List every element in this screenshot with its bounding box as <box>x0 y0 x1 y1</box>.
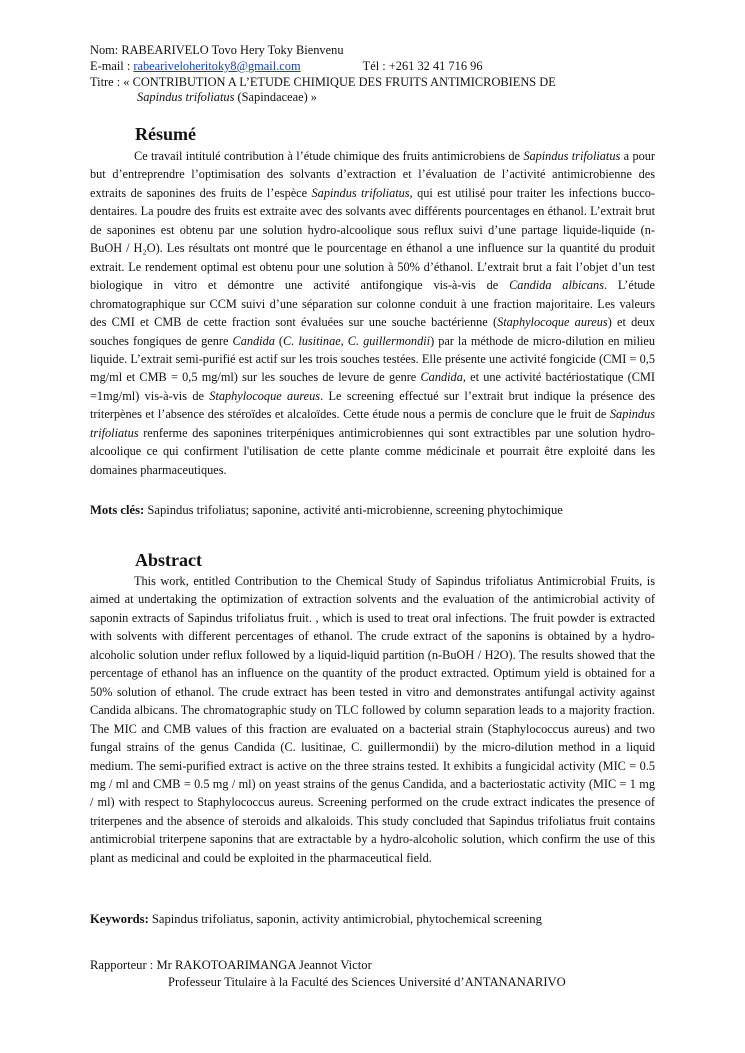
abstract-body: This work, entitled Contribution to the Chemical Study of Sapindus trifoliatus Antimicrobial Fruits, is aimed at undertaking the optimization of extraction solvents and the evaluation of the antimicrobial activity of saponin extracts of Sapindus trifoliatus fruit. , which is used to treat oral infections. The fruit powder is extracted with solvents with different percentages of ethanol. The crude extract of the saponins is obtained by a hydro-alcoholic solution under reflux followed by a liquid-liquid partition (n-BuOH / H2O). The results showed that the percentage of ethanol has an influence on the quantity of the product extracted. Optimum yield is obtained for a 50% solution of ethanol. The crude extract has been tested in vitro and demonstrates antifungal activity against Candida albicans. The chromatographic study on TLC followed by column separation leads to a majority fraction. The MIC and CMB values of this fraction are evaluated on a bacterial strain (Staphylococcus aureus) and two fungal strains of the genus Candida (C. lusitinae, C. guillermondii) by the micro-dilution method in a liquid medium. The semi-purified extract is active on the three strains tested. It exhibits a fungicidal activity (MIC = 0.5 mg / ml and CMB = 0.5 mg / ml) on yeast strains of the genus Candida, and a bacteriostatic activity (MIC = 1 mg / ml) with respect to Staphylococcus aureus. Screening performed on the crude extract indicates the presence of triterpenes and the absence of steroids and alkaloids. This study concluded that Sapindus trifoliatus fruit contains antimicrobial triterpene saponins that are extractable by a hydro-alcoholic solution, which confirm the use of this plant as medicinal and could be exploited in the pharmaceutical field. <box>90 574 655 865</box>
resume-text-run: ( <box>274 333 284 348</box>
resume-text-run: , qui est utilisé pour traiter les infections bucco-dentaires. La poudre des fruits est extraite avec des solvants avec différents pourcentages en éthanol. L’extrait brut de saponines est obtenu par une solution hydro-alcoolique sous reflux suivi d’une partage liquide-liquide (n-BuOH / H₂O). Les résultats ont montré que le pourcentage en éthanol a une influence sur la quantité du produit extrait. Le rendement optimal est obtenu pour une solution à 50% d’éthanol. L’extrait brut a fait l’objet d’un test biologique in vitro et démontre une activité antifongique vis-à-vis de <box>90 185 655 293</box>
thesis-title-species: Sapindus trifoliatus <box>137 90 235 105</box>
resume-text-run: Ce travail intitulé contribution à l’étude chimique des fruits antimicrobiens de <box>134 149 524 163</box>
abstract-keywords <box>90 912 542 927</box>
resume-text-run: renferme des saponines triterpéniques antimicrobiennes qui sont extractibles par une solution hydro-alcoolique ce qui confirment l'utilisation de cette plante comme médicinale et pourrait être exploité dans les domaines pharmaceutiques. <box>90 425 655 477</box>
abstract-keywords-text: Sapindus trifoliatus, saponin, activity antimicrobial, phytochemical screening <box>148 912 542 926</box>
resume-italic-term: Sapindus trifoliatus <box>90 407 655 440</box>
resume-italic-term: C. lusitinae, C. guillermondii <box>283 333 431 348</box>
resume-text-run: ) par la méthode de micro-dilution en milieu liquide. L’extrait semi-purifié est actif sur les trois souches testées. Elle présente une activité fongicide (CMI = 0,5 mg/ml et CMB = 0,5 mg/ml) sur les souches de levure de genre <box>90 333 656 385</box>
abstract-keywords-label: Keywords: <box>90 912 149 926</box>
thesis-title-line1: Titre : « CONTRIBUTION A L’ETUDE CHIMIQUE DES FRUITS ANTIMICROBIENS DE <box>90 74 556 89</box>
resume-heading: Résumé <box>135 124 196 144</box>
resume-text-run: a pour but d’entreprendre l’optimisation des solvants d’extraction et l’évaluation de l’activité antimicrobienne des extraits de saponines des fruits de l’espèce <box>90 149 655 200</box>
resume-italic-term: Sapindus trifoliatus <box>311 185 410 200</box>
rapporteur-block <box>90 957 566 991</box>
resume-text-run: ) et deux souches fongiques de genre <box>90 315 655 348</box>
resume-italic-term: Candida <box>420 370 463 385</box>
email-label: E-mail : <box>90 58 134 73</box>
thesis-title-family: (Sapindaceae) » <box>234 90 317 105</box>
rapporteur-name: Rapporteur : Mr RAKOTOARIMANGA Jeannot Victor <box>90 958 372 972</box>
resume-text-run: . Le screening effectué sur l’extrait brut indique la présence des triterpènes et l’absence des stéroïdes et alcaloïdes. Cette étude nous a permis de conclure que le fruit de <box>90 388 655 422</box>
resume-text-run: , et une activité bactériostatique (CMI =1mg/ml) vis-à-vis de <box>90 370 655 403</box>
resume-keywords-label: Mots clés: <box>90 503 145 517</box>
resume-italic-term: Candida albicans <box>509 278 604 293</box>
resume-keywords-text: Sapindus trifoliatus; saponine, activité anti-microbienne, screening phytochimique <box>144 503 563 517</box>
resume-text-run: . L’étude chromatographique sur CCM suivi d’une séparation sur colonne conduit à une fraction majoritaire. Les valeurs des CMI et CMB de cette fraction sont évaluées sur une souche bactérienne ( <box>90 278 655 330</box>
resume-keywords <box>90 503 563 518</box>
resume-italic-term: Candida <box>232 333 275 348</box>
contact-line <box>90 59 556 75</box>
thesis-title-line2 <box>90 90 556 106</box>
phone-number: Tél : +261 32 41 716 96 <box>362 58 483 73</box>
abstract-heading: Abstract <box>135 550 202 570</box>
resume-body <box>90 147 655 479</box>
rapporteur-title: Professeur Titulaire à la Faculté des Sciences Université d’ANTANANARIVO <box>168 975 566 989</box>
resume-italic-term: Sapindus trifoliatus <box>523 149 621 163</box>
resume-italic-term: Staphylocoque aureus <box>497 315 608 330</box>
author-name: Nom: RABEARIVELO Tovo Hery Toky Bienvenu <box>90 43 344 57</box>
email-link[interactable]: rabeariveloheritoky8@gmail.com <box>133 58 301 73</box>
resume-italic-term: Staphylocoque aureus <box>209 388 321 403</box>
author-header <box>90 43 556 106</box>
